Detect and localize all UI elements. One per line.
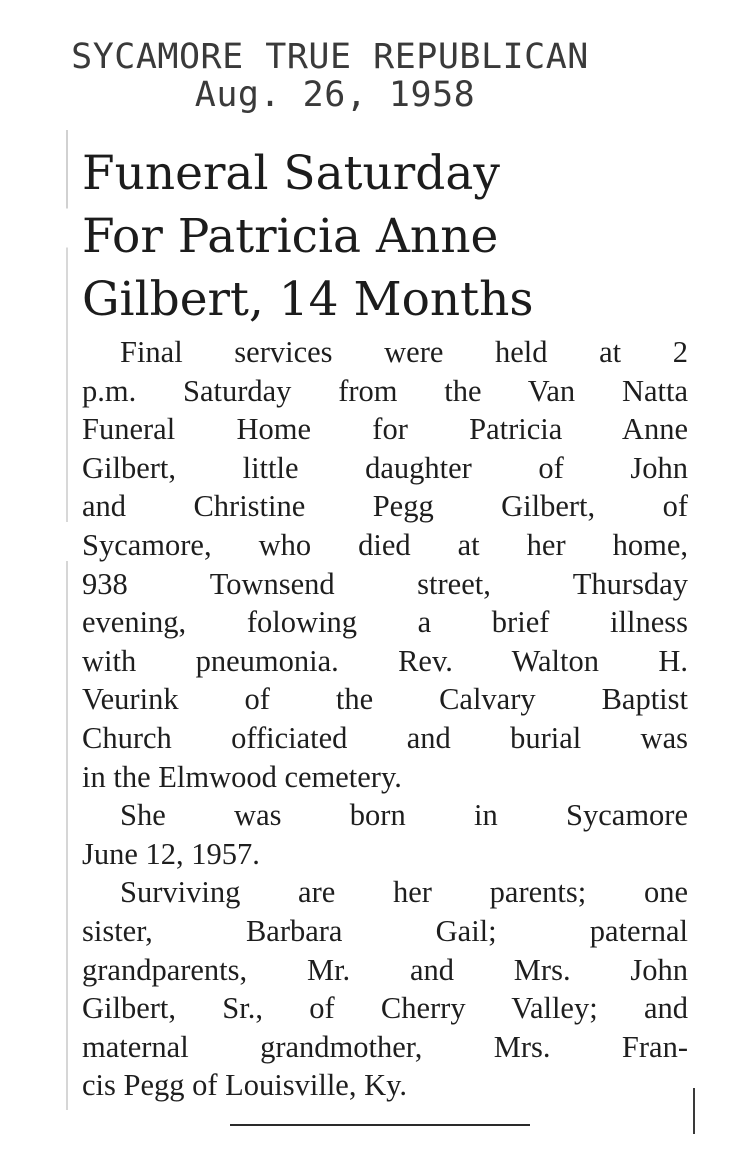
end-rule — [230, 1124, 530, 1126]
article-line: p.m. Saturday from the Van Natta — [82, 373, 688, 408]
article-line: Gilbert, little daughter of John — [82, 450, 688, 485]
headline-line: Funeral Saturday — [82, 146, 500, 201]
column-rule-mark — [693, 1088, 695, 1134]
article-line: She was born in Sycamore — [120, 798, 688, 833]
headline-line: Gilbert, 14 Months — [82, 272, 534, 327]
clipping-left-edge — [66, 130, 68, 1110]
article-line: grandparents, Mr. and Mrs. John — [82, 952, 688, 987]
article-line: Sycamore, who died at her home, — [82, 527, 688, 562]
publication-name: SYCAMORE TRUE REPUBLICAN — [71, 37, 589, 77]
publication-date: Aug. 26, 1958 — [194, 75, 476, 115]
article-line: cis Pegg of Louisville, Ky. — [82, 1068, 408, 1103]
headline — [82, 142, 702, 331]
article-line: with pneumonia. Rev. Walton H. — [82, 643, 688, 678]
article-line: 938 Townsend street, Thursday — [82, 566, 688, 601]
article-line: Final services were held at 2 — [120, 335, 688, 369]
article-line: Funeral Home for Patricia Anne — [82, 412, 688, 447]
article-body — [82, 333, 688, 1105]
article-line: Veurink of the Calvary Baptist — [82, 682, 688, 717]
article-line: Gilbert, Sr., of Cherry Valley; and — [82, 991, 688, 1026]
article-line: evening, folowing a brief illness — [82, 605, 688, 640]
article-line: Church officiated and burial was — [82, 720, 688, 755]
headline-line: For Patricia Anne — [82, 209, 499, 264]
article-line: maternal grandmother, Mrs. Fran- — [82, 1029, 688, 1064]
article-line: Surviving are her parents; one — [120, 875, 688, 910]
article-line: sister, Barbara Gail; paternal — [82, 913, 688, 948]
article-line: June 12, 1957. — [82, 836, 260, 871]
article-line: and Christine Pegg Gilbert, of — [82, 489, 688, 524]
typed-header — [0, 38, 660, 114]
article-line: in the Elmwood cemetery. — [82, 759, 402, 794]
